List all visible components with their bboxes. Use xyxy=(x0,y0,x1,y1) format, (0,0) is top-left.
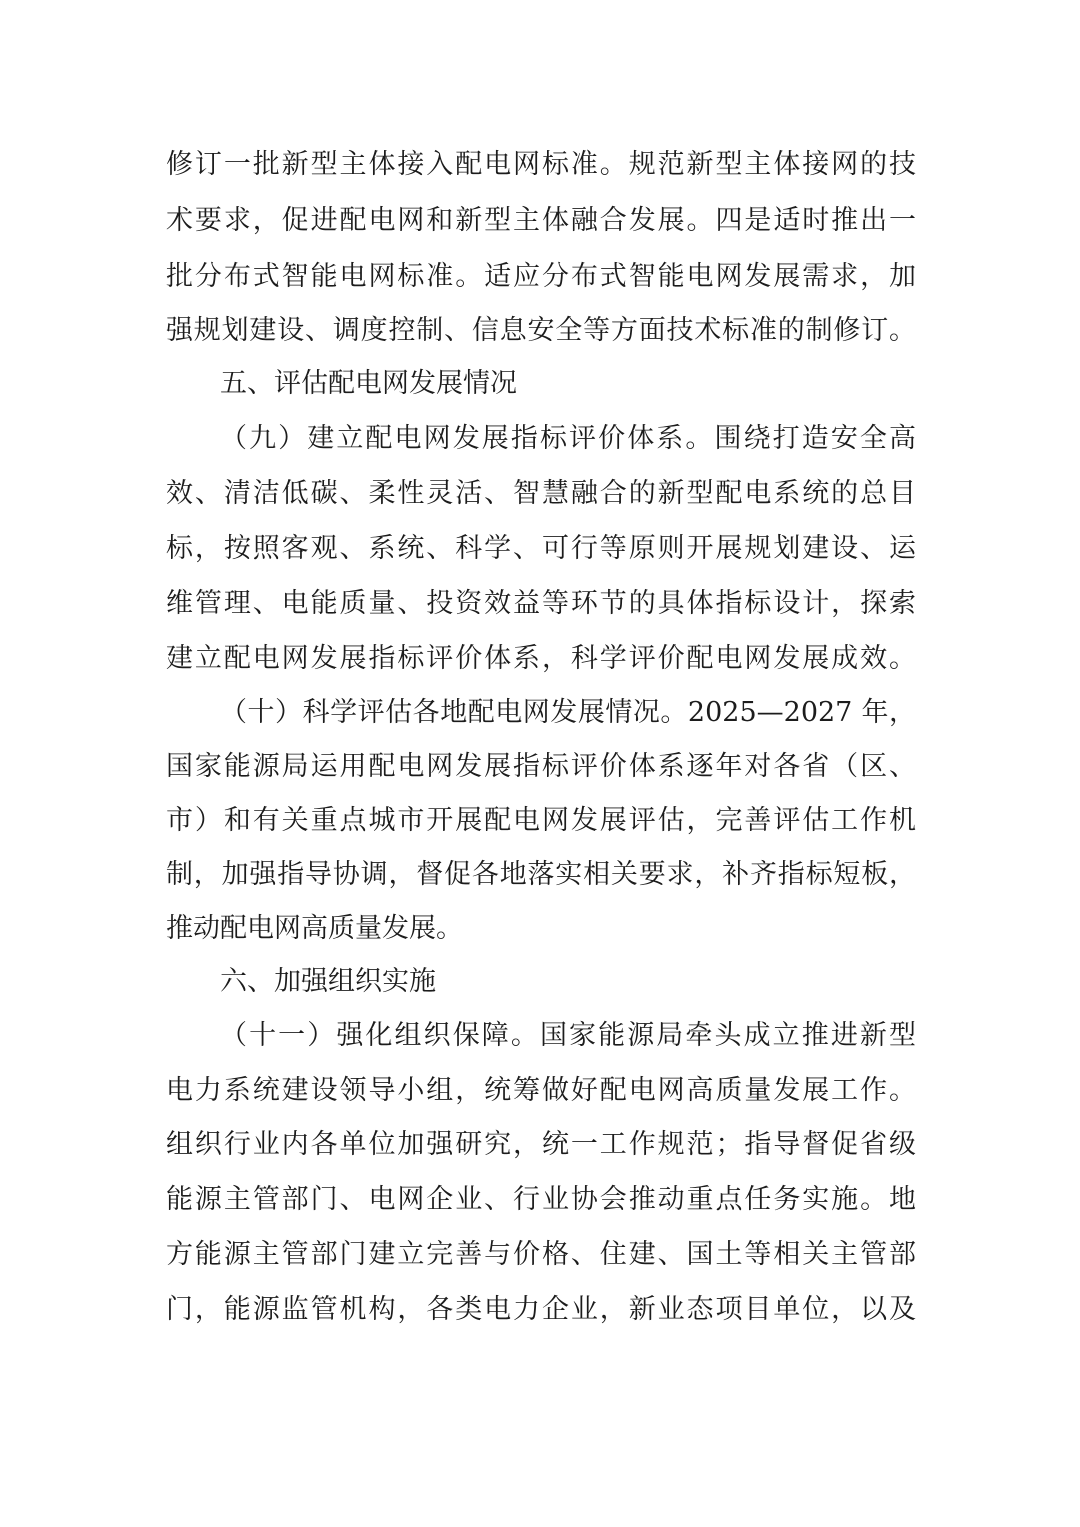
paragraph-line: 建立配电网发展指标评价体系，科学评价配电网发展成效。 xyxy=(166,643,916,674)
paragraph-line: 制，加强指导协调，督促各地落实相关要求，补齐指标短板， xyxy=(166,859,916,890)
paragraph-line: 效、清洁低碳、柔性灵活、智慧融合的新型配电系统的总目 xyxy=(166,478,916,509)
section-heading-5: 五、评估配电网发展情况 xyxy=(220,368,517,399)
paragraph-line: 修订一批新型主体接入配电网标准。规范新型主体接网的技 xyxy=(166,149,916,180)
paragraph-line: 术要求，促进配电网和新型主体融合发展。四是适时推出一 xyxy=(166,205,916,236)
paragraph-line: 组织行业内各单位加强研究，统一工作规范；指导督促省级 xyxy=(166,1129,916,1160)
paragraph-line: 方能源主管部门建立完善与价格、住建、国土等相关主管部 xyxy=(166,1239,916,1270)
paragraph-line: 强规划建设、调度控制、信息安全等方面技术标准的制修订。 xyxy=(166,315,916,346)
paragraph-line: （十）科学评估各地配电网发展情况。2025—2027 年， xyxy=(220,697,916,728)
paragraph-line: 国家能源局运用配电网发展指标评价体系逐年对各省（区、 xyxy=(166,751,916,782)
paragraph-line: （九）建立配电网发展指标评价体系。围绕打造安全高 xyxy=(220,423,916,454)
paragraph-line: 电力系统建设领导小组，统筹做好配电网高质量发展工作。 xyxy=(166,1075,916,1106)
section-heading-6: 六、加强组织实施 xyxy=(220,966,436,997)
paragraph-line: 市）和有关重点城市开展配电网发展评估，完善评估工作机 xyxy=(166,805,916,836)
paragraph-line: 能源主管部门、电网企业、行业协会推动重点任务实施。地 xyxy=(166,1184,916,1215)
paragraph-line: 维管理、电能质量、投资效益等环节的具体指标设计，探索 xyxy=(166,588,916,619)
paragraph-line: 标，按照客观、系统、科学、可行等原则开展规划建设、运 xyxy=(166,533,916,564)
paragraph-line: 批分布式智能电网标准。适应分布式智能电网发展需求，加 xyxy=(166,261,916,292)
paragraph-line: （十一）强化组织保障。国家能源局牵头成立推进新型 xyxy=(220,1020,916,1051)
paragraph-line: 推动配电网高质量发展。 xyxy=(166,913,463,944)
paragraph-line: 门，能源监管机构，各类电力企业，新业态项目单位，以及 xyxy=(166,1294,916,1325)
